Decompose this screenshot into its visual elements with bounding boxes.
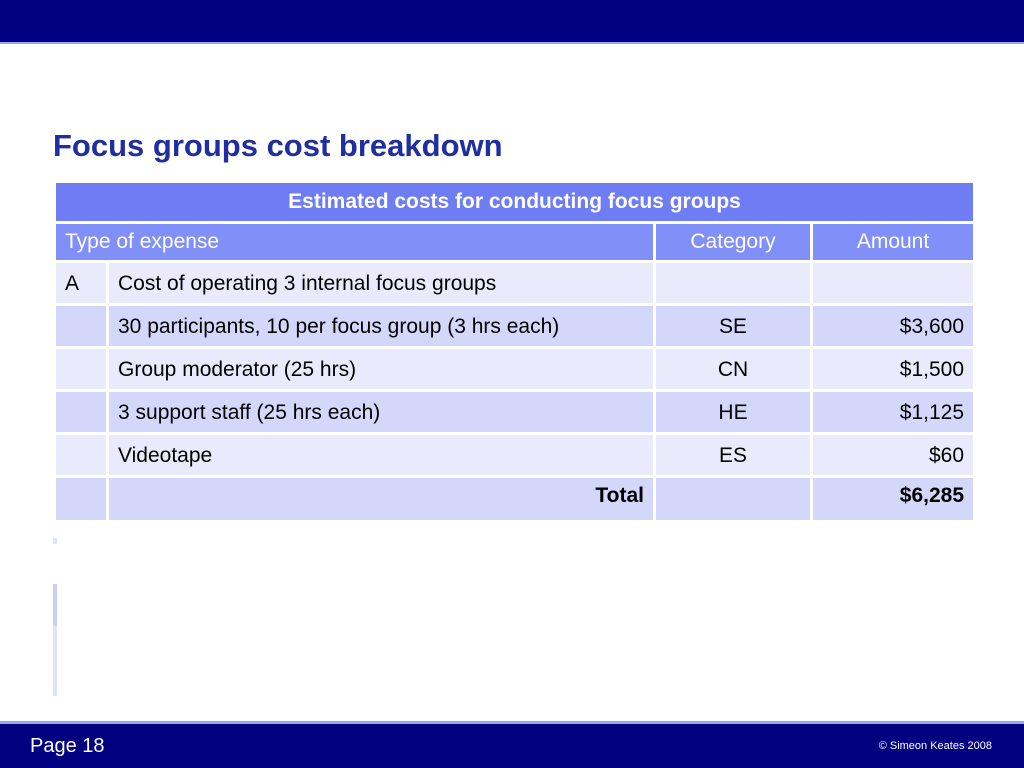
table-row: [55, 348, 975, 391]
row-amount: $60: [812, 434, 975, 477]
header-category: Category: [655, 223, 812, 262]
table-row: [55, 391, 975, 434]
table-row: [55, 305, 975, 348]
row-id: [55, 434, 108, 477]
row-description: 30 participants, 10 per focus group (3 hrs each): [108, 305, 655, 348]
decorative-strip: [53, 538, 57, 544]
header-type: Type of expense: [55, 223, 655, 262]
row-amount: $1,500: [812, 348, 975, 391]
table-row: [55, 262, 975, 305]
row-category: CN: [655, 348, 812, 391]
table-caption-row: [55, 182, 975, 223]
table-row: [55, 434, 975, 477]
slide-title: Focus groups cost breakdown: [53, 128, 503, 163]
top-banner: [0, 0, 1024, 42]
total-label: Total: [108, 477, 655, 522]
page-number: Page 18: [30, 735, 105, 757]
table-caption: Estimated costs for conducting focus groups: [55, 182, 975, 223]
row-amount: $3,600: [812, 305, 975, 348]
cost-table: [53, 180, 976, 523]
copyright-notice: © Simeon Keates 2008: [878, 740, 992, 752]
row-amount: $1,125: [812, 391, 975, 434]
total-row: [55, 477, 975, 522]
row-id: A: [55, 262, 108, 305]
row-amount: [812, 262, 975, 305]
table-header-row: [55, 223, 975, 262]
row-id: [55, 348, 108, 391]
decorative-strip: [53, 626, 57, 696]
total-amount: $6,285: [812, 477, 975, 522]
header-amount: Amount: [812, 223, 975, 262]
row-id: [55, 391, 108, 434]
top-divider: [0, 42, 1024, 44]
row-description: Videotape: [108, 434, 655, 477]
row-description: Group moderator (25 hrs): [108, 348, 655, 391]
row-category: HE: [655, 391, 812, 434]
row-category: SE: [655, 305, 812, 348]
row-category: ES: [655, 434, 812, 477]
total-empty-cell: [55, 477, 108, 522]
row-description: Cost of operating 3 internal focus groups: [108, 262, 655, 305]
decorative-strip: [53, 584, 57, 626]
row-id: [55, 305, 108, 348]
total-category-cell: [655, 477, 812, 522]
footer-bar: [0, 724, 1024, 768]
row-category: [655, 262, 812, 305]
row-description: 3 support staff (25 hrs each): [108, 391, 655, 434]
